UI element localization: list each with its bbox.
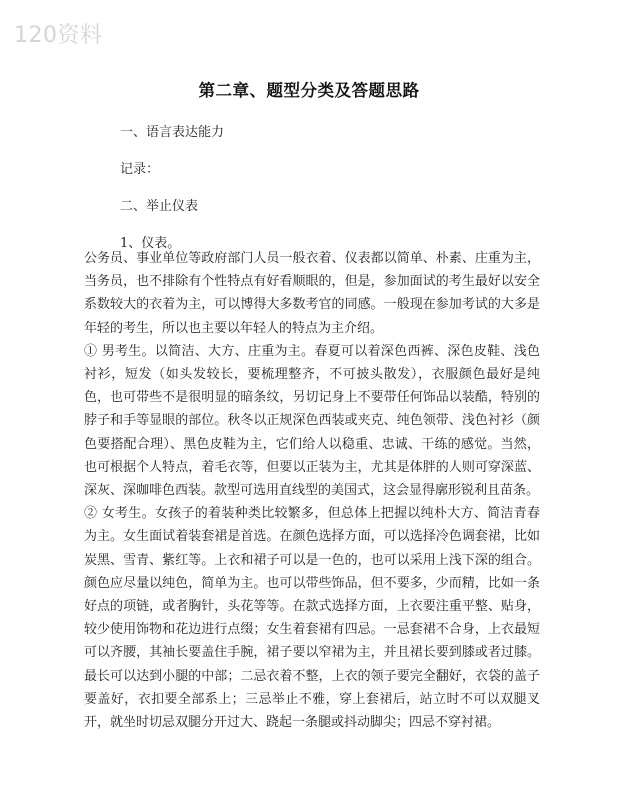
section-heading-manners: 二、举止仪表 xyxy=(120,199,199,214)
subsection-heading-appearance: 1、仪表。 xyxy=(120,236,181,251)
paragraph-male-candidates: ① 男考生。以简洁、大方、庄重为主。春夏可以着深色西裤、深色皮鞋、浅色衬衫，短发（如头发较长，要梳理整齐，不可披头散发），衣服颜色最好是纯色，也可带些不是很明显的暗条纹，另切记身上不要带任何饰品以装酷，特别的脖子和手等显眼的部位。秋冬以正规深色西装或夹克、纯色领带、浅色衬衫（颜色要搭配合理）、黑色皮鞋为主，它们给人以稳重、忠诚、干练的感觉。当然，也可根据个人特点，着毛衣等，但要以正装为主，尤其是体胖的人则可穿深蓝、深灰、深咖啡色西装。款型可选用直线型的美国式，这会显得廓形锐利且苗条。 xyxy=(84,343,540,499)
paragraph-intro: 公务员、事业单位等政府部门人员一般衣着、仪表都以简单、朴素、庄重为主，当务员，也不排除有个性特点有好看顺眼的，但是，参加面试的考生最好以安全系数较大的衣着为主，可以博得大多数考官的同感。一般现在参加考试的大多是年轻的考生，所以也主要以年轻人的特点为主介绍。 xyxy=(84,251,540,336)
section-heading-language: 一、语言表达能力 xyxy=(120,125,225,140)
page-title: 第二章、题型分类及答题思路 xyxy=(198,81,420,100)
paragraph-female-candidates: ② 女考生。女孩子的着装种类比较繁多，但总体上把握以纯朴大方、简洁青春为主。女生面试着装套裙是首选。在颜色选择方面，可以选择冷色调套裙，比如炭黑、雪青、紫红等。上衣和裙子可以是一色的，也可以采用上浅下深的组合。颜色应尽量以纯色，简单为主。也可以带些饰品，但不要多，少而精，比如一条好点的项链，或者胸针，头花等等。在款式选择方面，上衣要注重平整、贴身，较少使用饰物和花边进行点缀；女生着套裙有四忌。一忌套裙不合身，上衣最短可以齐腰，其袖长要盖住手腕，裙子要以窄裙为主，并且裙长要到膝或者过膝。最长可以达到小腿的中部；二忌衣着不整，上衣的领子要完全翻好，衣袋的盖子要盖好，衣扣要全部系上；三忌举止不雅，穿上套裙后，站立时不可以双腿叉开，就坐时切忌双腿分开过大、跷起一条腿或抖动脚尖；四忌不穿衬裙。 xyxy=(84,506,540,731)
record-label: 记录： xyxy=(120,162,160,177)
body-text xyxy=(84,247,540,734)
watermark-logo: 120资料 xyxy=(14,23,103,48)
